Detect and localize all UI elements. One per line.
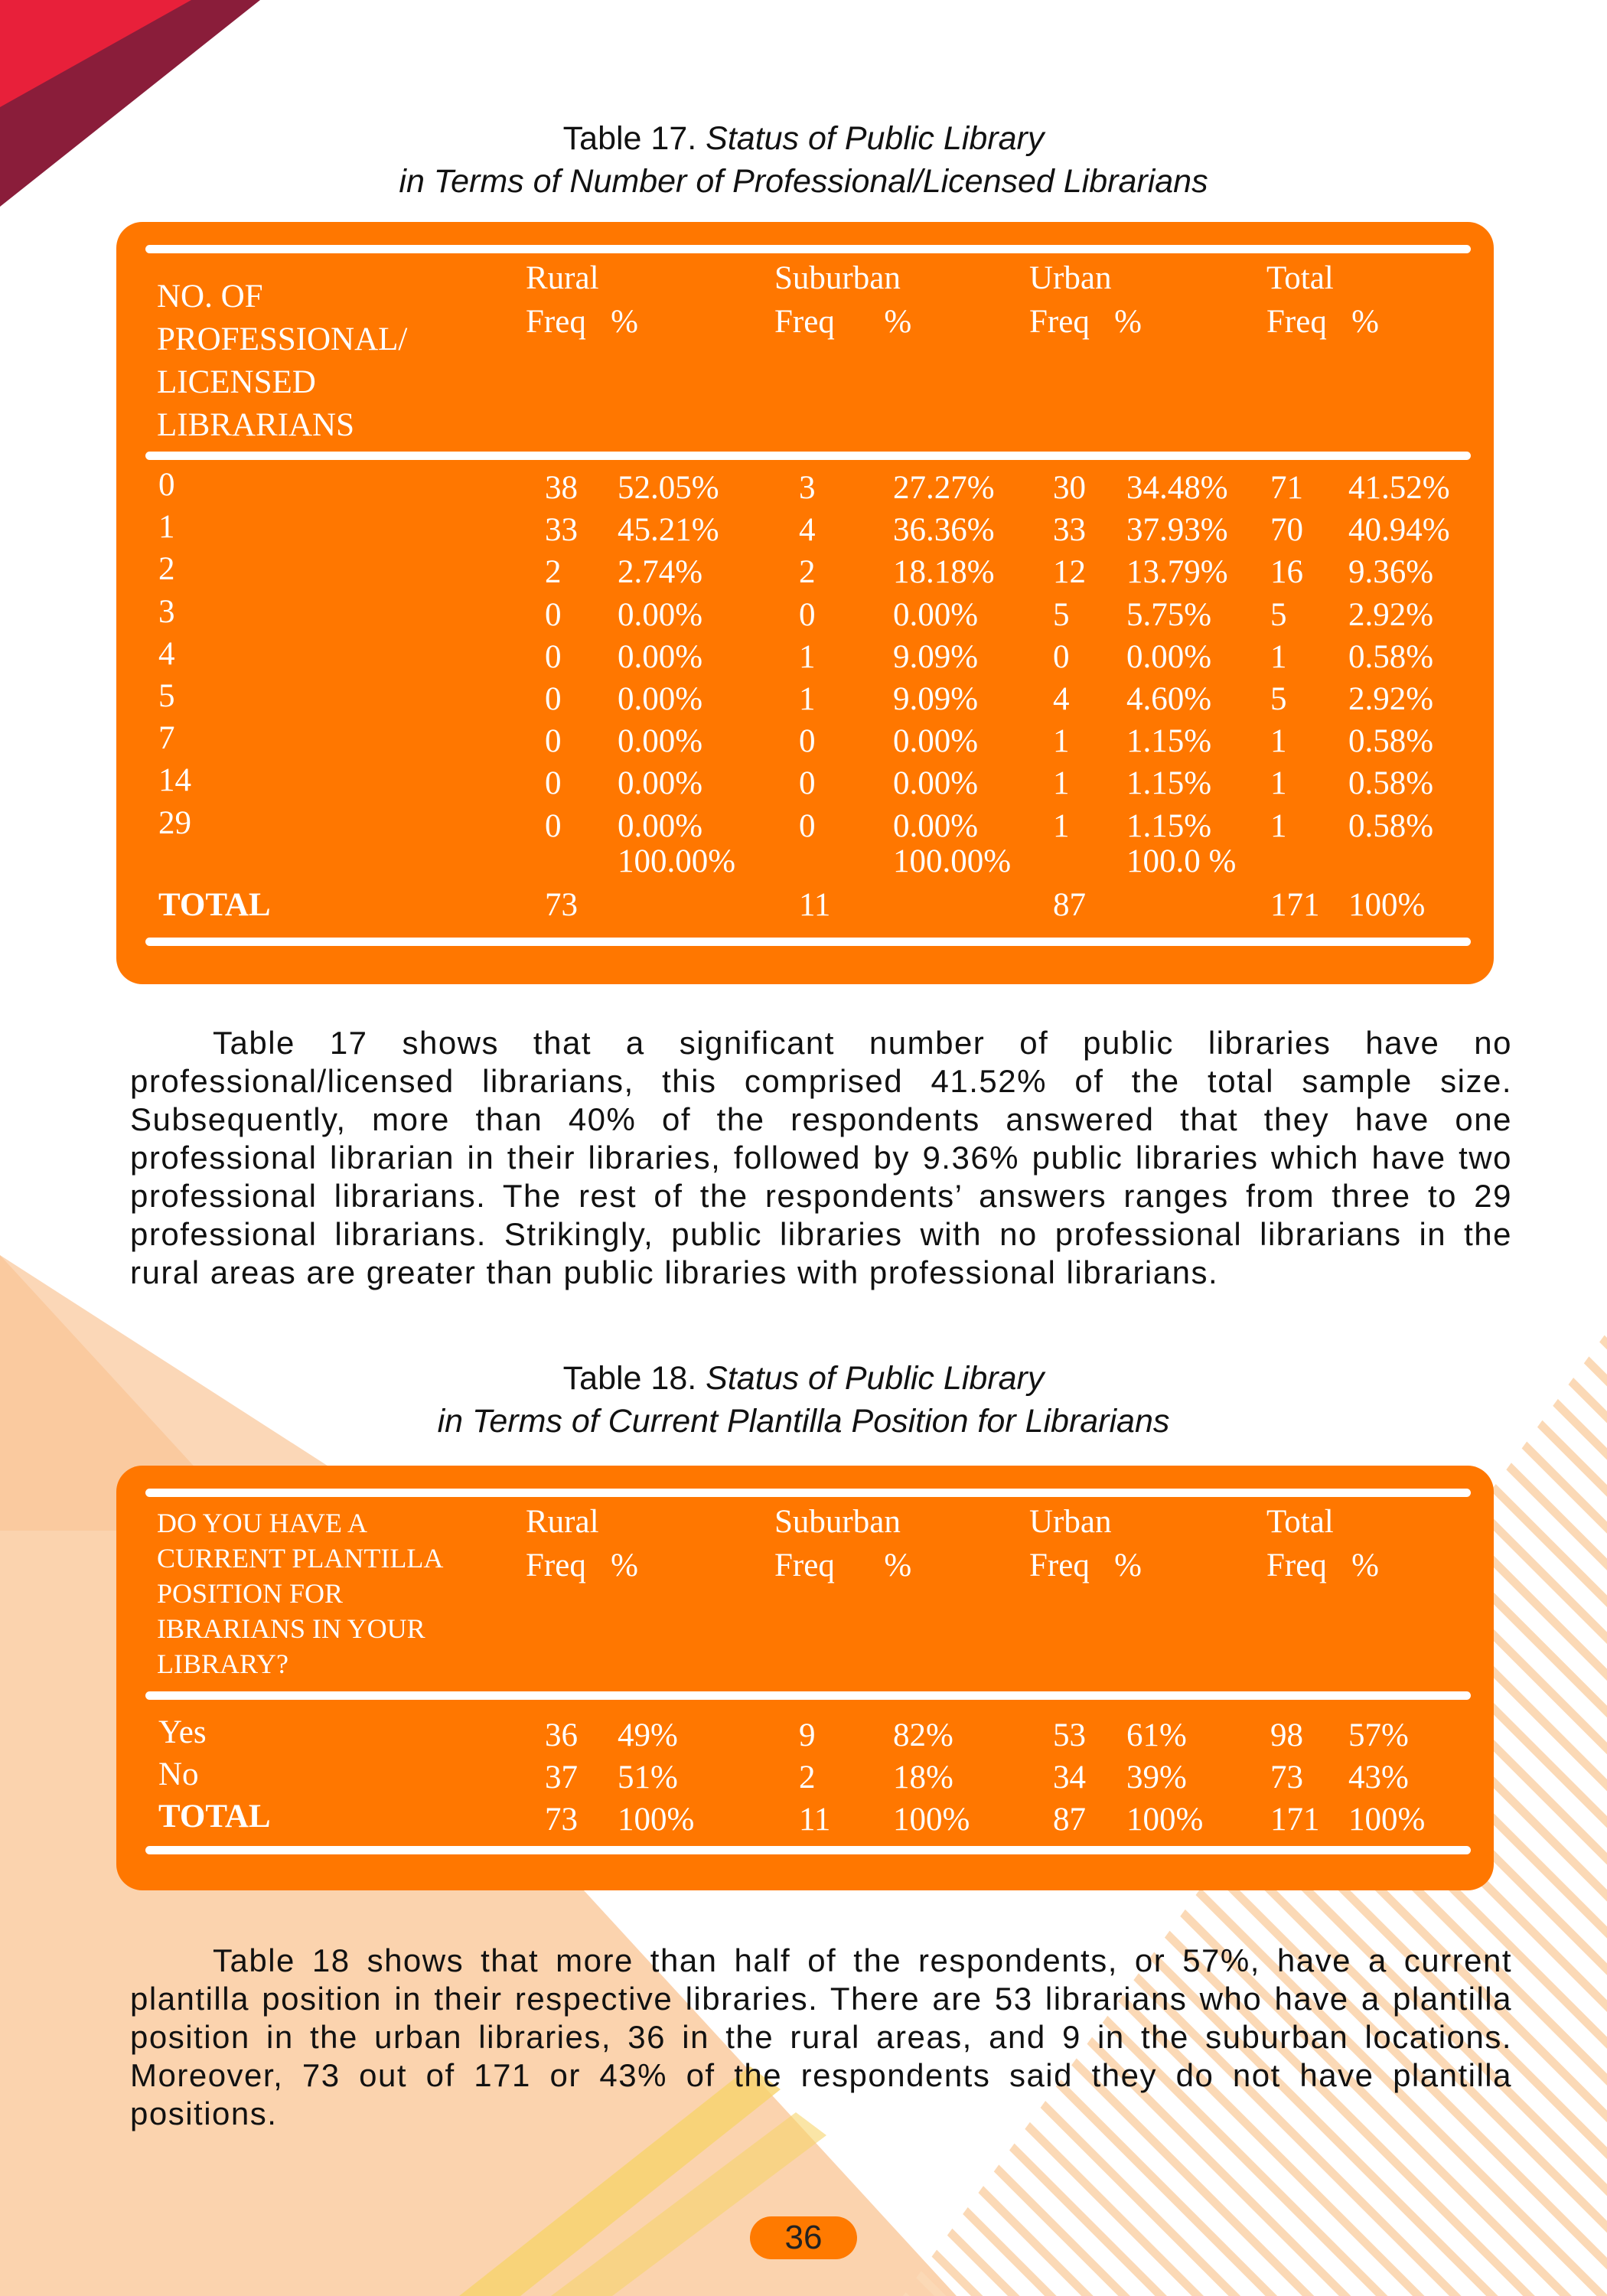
table17-header-rule — [145, 452, 1471, 460]
table17-bottom-rule — [145, 938, 1471, 946]
table-cell: 30 — [1053, 470, 1086, 506]
table-cell: 0 — [799, 596, 816, 633]
table-cell: 49% — [618, 1717, 678, 1753]
table-cell: 0 — [545, 681, 562, 717]
row-label: 29 — [158, 804, 191, 841]
table-cell: 5 — [1270, 681, 1287, 717]
table-cell: 4 — [799, 512, 816, 549]
table-cell: 0.00% — [618, 596, 703, 633]
table-cell: 51% — [618, 1760, 678, 1795]
table-cell: 33 — [1053, 512, 1086, 549]
table-cell: 5.75% — [1126, 596, 1212, 633]
table18-group-total: Total Freq % — [1266, 1504, 1379, 1583]
table-cell: 2.92% — [1348, 681, 1434, 717]
table-cell: 1 — [1270, 765, 1287, 802]
table-cell: 53 — [1053, 1717, 1086, 1753]
table-cell: 71 — [1270, 470, 1303, 506]
row-label: 14 — [158, 762, 191, 799]
table-cell: 0 — [799, 807, 816, 844]
table-cell: 0.00% — [893, 807, 979, 844]
table-cell: 27.27% — [893, 470, 995, 506]
table18-header-rule — [145, 1691, 1471, 1700]
table17-caption-title: Status of Public Library — [706, 120, 1045, 157]
table17-pct-total-rural: 100.00% — [618, 843, 736, 879]
table-cell: 36 — [545, 1717, 578, 1753]
table-cell: 0.00% — [618, 723, 703, 760]
table-cell: 73 — [545, 1802, 578, 1838]
row-label: 3 — [158, 593, 175, 630]
page-number: 36 — [750, 2216, 857, 2259]
table-cell: 43% — [1348, 1760, 1409, 1795]
table-cell: 0.58% — [1348, 765, 1434, 802]
row-label: 4 — [158, 635, 175, 672]
table-cell: 18.18% — [893, 554, 995, 591]
table-cell: 9.36% — [1348, 554, 1434, 591]
table18-header-label: DO YOU HAVE A CURRENT PLANTILLA POSITION FOR IBRARIANS IN YOUR LIBRARY? — [157, 1508, 444, 1679]
row-label: No — [158, 1756, 199, 1792]
table18-caption-title: Status of Public Library — [706, 1360, 1045, 1397]
table17-top-rule — [145, 245, 1471, 253]
row-label: 0 — [158, 467, 175, 503]
table-cell: 13.79% — [1126, 554, 1228, 591]
table-cell: 1.15% — [1126, 807, 1212, 844]
row-label: Yes — [158, 1714, 207, 1750]
table18-group-urban: Urban Freq % — [1029, 1504, 1142, 1583]
table17-caption-prefix: Table 17. — [562, 120, 697, 157]
table17-group-suburban: Suburban Freq % — [774, 260, 912, 340]
table17-total-total: 171 — [1270, 887, 1320, 923]
table-cell: 0.00% — [893, 765, 979, 802]
table-cell: 1 — [1053, 765, 1070, 802]
table-cell: 57% — [1348, 1717, 1409, 1753]
table-cell: 171 — [1270, 1802, 1320, 1838]
table-cell: 0.00% — [618, 765, 703, 802]
table-cell: 37 — [545, 1760, 578, 1795]
table-cell: 52.05% — [618, 470, 719, 506]
table-cell: 2.74% — [618, 554, 703, 591]
table-cell: 100% — [618, 1802, 695, 1838]
table17-group-rural: Rural Freq % — [526, 260, 638, 340]
table18-caption-prefix: Table 18. — [562, 1360, 697, 1397]
table17-group-total: Total Freq % — [1266, 260, 1379, 340]
table-cell: 45.21% — [618, 512, 719, 549]
table-cell: 18% — [893, 1760, 953, 1795]
table-cell: 4.60% — [1126, 681, 1212, 717]
table-cell: 0 — [799, 765, 816, 802]
table17-group-urban: Urban Freq % — [1029, 260, 1142, 340]
table-cell: 16 — [1270, 554, 1303, 591]
table-cell: 0.00% — [893, 596, 979, 633]
table-cell: 11 — [799, 1802, 831, 1838]
table-cell: 9 — [799, 1717, 816, 1753]
table-cell: 0.58% — [1348, 638, 1434, 675]
table-cell: 12 — [1053, 554, 1086, 591]
table17-total-suburban: 11 — [799, 887, 831, 923]
table-cell: 0.00% — [893, 723, 979, 760]
table-cell: 4 — [1053, 681, 1070, 717]
paragraph-table18-discussion: Table 18 shows that more than half of the respondents, or 57%, have a current plantilla position in their respective libraries. There are 53 librarians who have a plantilla position in the urban libraries, 36 in the rural areas, and 9 in the suburban locations. Moreover, 73 out of 171 or 43% of the respondents said they do not have plantilla positions. — [130, 1942, 1512, 2131]
table-cell: 1 — [1053, 723, 1070, 760]
table17-total-urban: 87 — [1053, 887, 1086, 923]
table-cell: 1 — [1270, 807, 1287, 844]
table18-group-suburban: Suburban Freq % — [774, 1504, 912, 1583]
table-cell: 0.58% — [1348, 807, 1434, 844]
table17-header-label: NO. OF PROFESSIONAL/ LICENSED LIBRARIANS — [157, 279, 408, 443]
table-cell: 98 — [1270, 1717, 1303, 1753]
table-cell: 39% — [1126, 1760, 1187, 1795]
table-cell: 1 — [799, 638, 816, 675]
table-cell: 0.58% — [1348, 723, 1434, 760]
table-cell: 61% — [1126, 1717, 1187, 1753]
table-cell: 2 — [799, 1760, 816, 1795]
table-cell: 38 — [545, 470, 578, 506]
table17-total-rural: 73 — [545, 887, 578, 923]
row-label: 5 — [158, 678, 175, 714]
table-cell: 9.09% — [893, 638, 979, 675]
table-cell: 36.36% — [893, 512, 995, 549]
table-cell: 0.00% — [618, 638, 703, 675]
table-cell: 2 — [545, 554, 562, 591]
table-cell: 2.92% — [1348, 596, 1434, 633]
row-label: 7 — [158, 720, 175, 757]
table-cell: 1.15% — [1126, 765, 1212, 802]
table-cell: 0 — [545, 596, 562, 633]
table-cell: 5 — [1270, 596, 1287, 633]
table18 — [116, 1466, 1494, 1890]
table-cell: 100% — [893, 1802, 970, 1838]
table-cell: 87 — [1053, 1802, 1086, 1838]
table-cell: 37.93% — [1126, 512, 1228, 549]
table-cell: 0 — [799, 723, 816, 760]
table-cell: 1 — [1053, 807, 1070, 844]
table-cell: 40.94% — [1348, 512, 1450, 549]
table-cell: 82% — [893, 1717, 953, 1753]
table17-total-label: TOTAL — [158, 887, 271, 923]
row-label: 2 — [158, 551, 175, 588]
table-cell: 1 — [1270, 638, 1287, 675]
table18-bottom-rule — [145, 1846, 1471, 1854]
table-cell: 5 — [1053, 596, 1070, 633]
table-cell: 41.52% — [1348, 470, 1450, 506]
table-cell: 3 — [799, 470, 816, 506]
table-cell: 9.09% — [893, 681, 979, 717]
table17-pct-total-urban: 100.0 % — [1126, 843, 1237, 879]
table17-caption-subtitle: in Terms of Number of Professional/Licensed Librarians — [399, 163, 1208, 200]
table-cell: 1.15% — [1126, 723, 1212, 760]
table18-group-rural: Rural Freq % — [526, 1504, 638, 1583]
table17 — [116, 222, 1494, 984]
table-cell: 100% — [1348, 1802, 1426, 1838]
paragraph-table17-discussion: Table 17 shows that a significant number of public libraries have no professional/licensed librarians, this comprised 41.52% of the total sample size. Subsequently, more than 40% of the respondents answered that they have one professional librarian in their libraries, followed by 9.36% public libraries which have two professional librarians. The rest of the respondents’ answers ranges from three to 29 professional librarians. Strikingly, public libraries with no professional librarians in the rural areas are greater than public libraries with professional librarians. — [130, 1025, 1512, 1290]
table-cell: 70 — [1270, 512, 1303, 549]
table17-caption — [0, 117, 1607, 203]
row-label: TOTAL — [158, 1799, 271, 1835]
table18-caption-subtitle: in Terms of Current Plantilla Position for Librarians — [437, 1403, 1170, 1440]
table-cell: 0.00% — [618, 807, 703, 844]
table17-total-total-pct: 100% — [1348, 887, 1426, 923]
table-cell: 33 — [545, 512, 578, 549]
table-cell: 0 — [545, 807, 562, 844]
table-cell: 34 — [1053, 1760, 1086, 1795]
table18-top-rule — [145, 1489, 1471, 1497]
table17-pct-total-suburban: 100.00% — [893, 843, 1012, 879]
table-cell: 0.00% — [618, 681, 703, 717]
table-cell: 0 — [545, 765, 562, 802]
table-cell: 34.48% — [1126, 470, 1228, 506]
table-cell: 0 — [545, 638, 562, 675]
table-cell: 73 — [1270, 1760, 1303, 1795]
table18-caption — [0, 1357, 1607, 1443]
table-cell: 0 — [545, 723, 562, 760]
table-cell: 0 — [1053, 638, 1070, 675]
row-label: 1 — [158, 509, 175, 546]
table-cell: 1 — [1270, 723, 1287, 760]
table-cell: 2 — [799, 554, 816, 591]
table-cell: 0.00% — [1126, 638, 1212, 675]
table-cell: 1 — [799, 681, 816, 717]
table-cell: 100% — [1126, 1802, 1204, 1838]
